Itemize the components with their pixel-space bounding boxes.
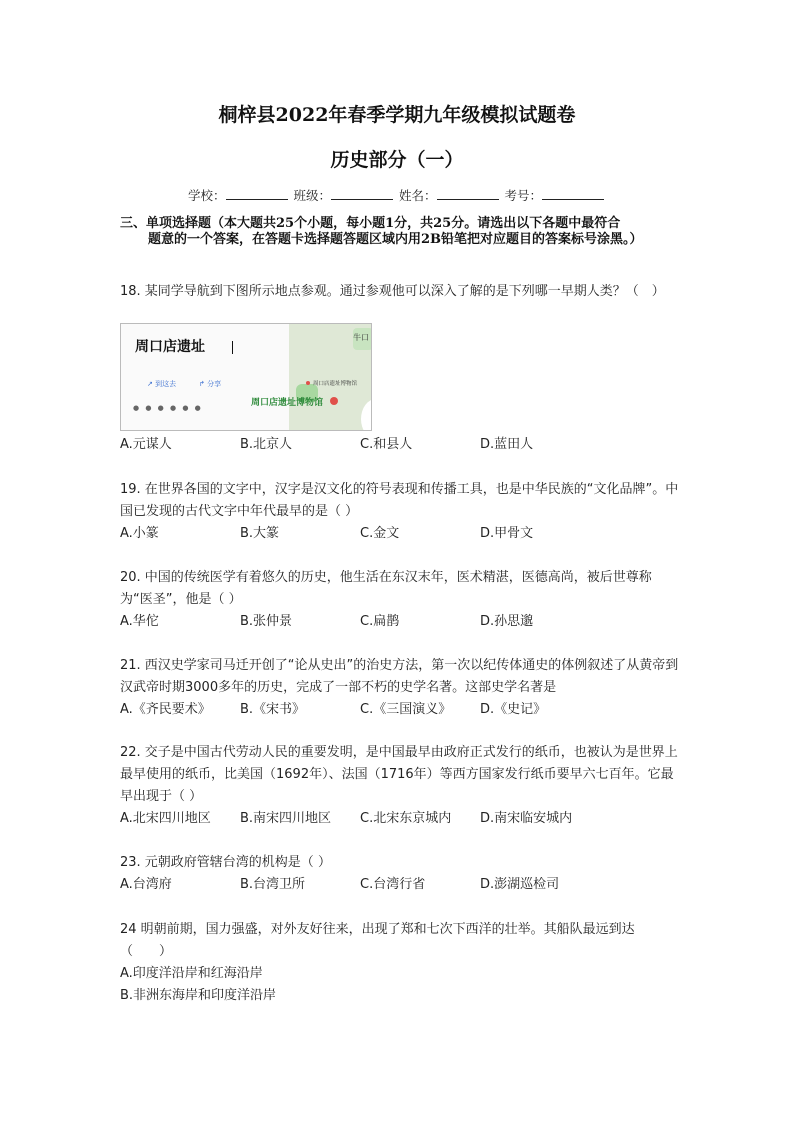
- options-row: [120, 523, 680, 545]
- exam-subtitle: 历史部分（一）: [330, 149, 464, 171]
- map-location-pin-icon: [330, 397, 338, 405]
- question-18-options: [120, 434, 680, 456]
- question-21: [120, 655, 680, 721]
- option-b: B.北京人: [240, 437, 293, 452]
- question-18: [120, 281, 680, 303]
- name-label: 姓名：: [398, 188, 437, 203]
- map-screenshot: [120, 323, 372, 431]
- option-a: A.《齐民要术》: [120, 702, 211, 717]
- map-small-label: 周口店遗址博物馆: [313, 381, 358, 387]
- exam-number-blank: [542, 187, 604, 200]
- option-b: B.大篆: [240, 526, 280, 541]
- option-c: C.北宋东京城内: [360, 811, 452, 826]
- question-20: [120, 567, 680, 633]
- option-c: C.扁鹊: [360, 614, 400, 629]
- question-19: [120, 479, 680, 545]
- map-pin-icon: [306, 381, 310, 385]
- option-d: D.甲骨文: [480, 526, 534, 541]
- option-c: C.台湾行省: [360, 877, 426, 892]
- question-stem: 18. 某同学导航到下图所示地点参观。通过参观他可以深入了解的是下列哪一早期人类？（ ）: [120, 284, 665, 299]
- option-a: A.华佗: [120, 614, 159, 629]
- option-d: D.南宋临安城内: [480, 811, 573, 826]
- option-d: D.澎湖巡检司: [480, 877, 560, 892]
- question-stem: 21. 西汉史学家司马迁开创了“论从史出”的治史方法，第一次以纪传体通史的体例叙述了从黄帝到汉武帝时期3000多年的历史，完成了一部不朽的史学名著。这部史学名著是: [120, 658, 679, 695]
- map-place-title: 周口店遗址: [135, 339, 205, 355]
- option-a: A.北宋四川地区: [120, 811, 211, 826]
- option-d: D.孙思邈: [480, 614, 534, 629]
- map-corner-label: 牛口: [353, 333, 369, 342]
- options-row: [120, 699, 680, 721]
- exam-title: 桐梓县2022年春季学期九年级模拟试题卷: [218, 104, 576, 126]
- school-label: 学校：: [187, 188, 226, 203]
- option-b: B.南宋四川地区: [240, 811, 332, 826]
- question-23: [120, 852, 680, 896]
- options-row: [120, 874, 680, 896]
- options-row: [120, 611, 680, 633]
- option-a: A.印度洋沿岸和红海沿岸: [120, 966, 263, 981]
- section-heading: [120, 216, 680, 248]
- map-main-label: 周口店遗址博物馆: [251, 398, 324, 408]
- option-b: B.台湾卫所: [240, 877, 306, 892]
- class-label: 班级：: [293, 188, 331, 203]
- question-22: [120, 742, 680, 830]
- option-a: A.台湾府: [120, 877, 172, 892]
- text-cursor-icon: [232, 341, 233, 354]
- options-row: [120, 434, 680, 456]
- option-a: A.小篆: [120, 526, 159, 541]
- option-c: C.《三国演义》: [360, 702, 452, 717]
- options-row: [120, 808, 680, 830]
- question-stem: 20. 中国的传统医学有着悠久的历史，他生活在东汉末年，医术精湛，医德高尚，被后世尊称为“医圣”，他是（ ）: [120, 570, 652, 607]
- section-heading-line2: 题意的一个答案，在答题卡选择题答题区域内用2B铅笔把对应题目的答案标号涂黑。）: [148, 232, 643, 247]
- school-blank: [226, 187, 288, 200]
- question-stem: 19. 在世界各国的文字中，汉字是汉文化的符号表现和传播工具，也是中华民族的“文化品牌”。中国已发现的古代文字中年代最早的是（ ）: [120, 482, 679, 519]
- map-rating-dots: ● ● ● ● ● ●: [133, 404, 203, 412]
- option-d: D.《史记》: [480, 702, 547, 717]
- name-blank: [437, 187, 499, 200]
- option-c: C.金文: [360, 526, 400, 541]
- option-a: A.元谋人: [120, 437, 172, 452]
- option-b: B.非洲东海岸和印度洋沿岸: [120, 988, 277, 1003]
- map-share-button: ↱ 分享: [199, 380, 222, 388]
- student-info-row: [0, 186, 794, 204]
- option-c: C.和县人: [360, 437, 413, 452]
- question-stem: 24 明朝前期，国力强盛，对外友好往来，出现了郑和七次下西洋的壮举。其船队最远到达（ ）: [120, 922, 635, 959]
- option-b: B.《宋书》: [240, 702, 306, 717]
- question-24: [120, 919, 680, 1007]
- question-stem: 23. 元朝政府管辖台湾的机构是（ ）: [120, 855, 331, 870]
- class-blank: [331, 187, 393, 200]
- question-stem: 22. 交子是中国古代劳动人民的重要发明，是中国最早由政府正式发行的纸币，也被认为是世界上最早使用的纸币，比美国（1692年）、法国（1716年）等西方国家发行纸币要早六七百年。它最早出现于（ ）: [120, 745, 678, 804]
- option-d: D.蓝田人: [480, 437, 534, 452]
- map-directions-button: ↗ 到这去: [147, 380, 177, 388]
- option-b: B.张仲景: [240, 614, 293, 629]
- exam-number-label: 考号：: [504, 188, 542, 203]
- section-heading-line1: 三、单项选择题（本大题共25个小题，每小题1分，共25分。请选出以下各题中最符合: [120, 216, 621, 231]
